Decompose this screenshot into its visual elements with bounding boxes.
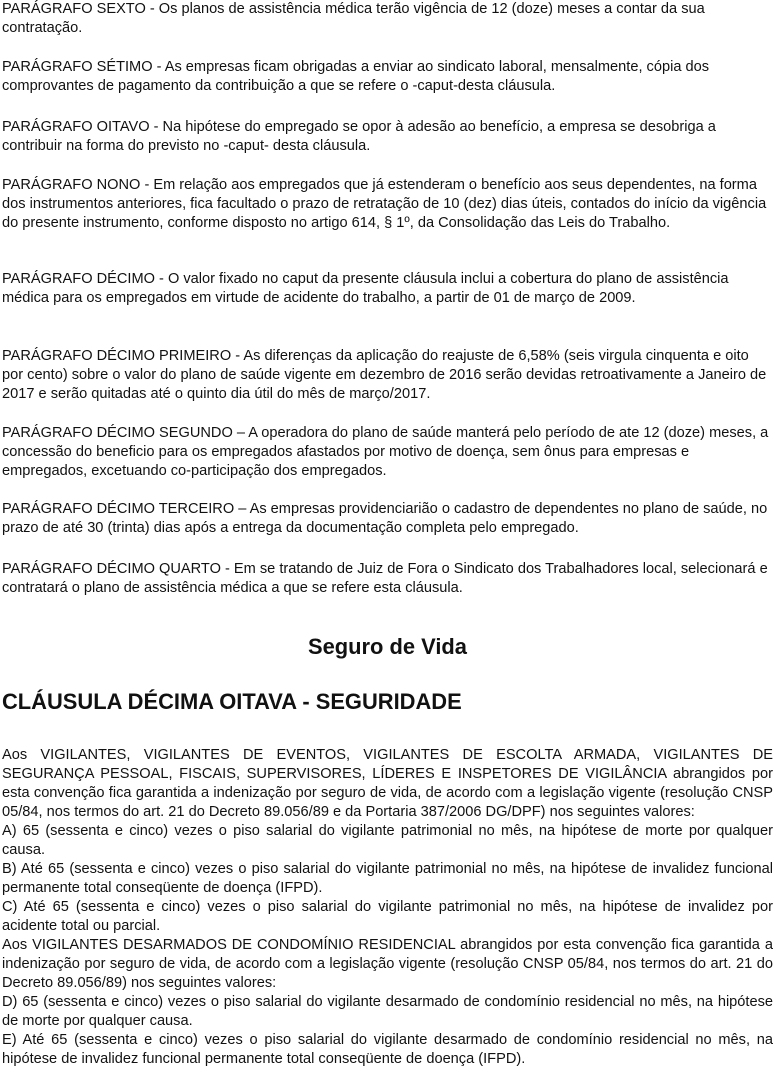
paragraph-sexto: PARÁGRAFO SEXTO - Os planos de assistência médica terão vigência de 12 (doze) meses a contar da sua contratação.	[2, 1, 705, 36]
paragraph-nono: PARÁGRAFO NONO - Em relação aos empregados que já estenderam o benefício aos seus dependentes, na forma dos instrumentos anteriores, fica facultado o prazo de retratação de 10 (dez) dias úteis, contados do início da vigência do presente instrumento, conforme disposto no artigo 614, § 1º, da Consolidação das Leis do Trabalho.	[2, 177, 767, 231]
clause-title: CLÁUSULA DÉCIMA OITAVA - SEGURIDADE	[2, 689, 462, 714]
section-title: Seguro de Vida	[308, 634, 467, 659]
clause-body	[2, 746, 773, 1069]
paragraph-oitavo: PARÁGRAFO OITAVO - Na hipótese do empregado se opor à adesão ao benefício, a empresa se desobriga a contribuir na forma do previsto no -caput- desta cláusula.	[2, 119, 716, 154]
paragraph-decimo-segundo: PARÁGRAFO DÉCIMO SEGUNDO – A operadora do plano de saúde manterá pelo período de ate 12 (doze) meses, a concessão do beneficio para os empregados afastados por motivo de doença, sem ônus para empresas e empregados, excetuando co-participação dos empregados.	[2, 425, 769, 479]
item-b: B) Até 65 (sessenta e cinco) vezes o piso salarial do vigilante patrimonial no mês, na hipótese de invalidez funcional permanente total conseqüente de doença (IFPD).	[2, 861, 773, 896]
clause-intro-desarmados: Aos VIGILANTES DESARMADOS DE CONDOMÍNIO RESIDENCIAL abrangidos por esta convenção fica garantida a indenização por seguro de vida, de acordo com a legislação vigente (resolução CNSP 05/84, nos termos do art. 21 do Decreto 89.056/89) nos seguintes valores:	[2, 937, 773, 991]
item-a: A) 65 (sessenta e cinco) vezes o piso salarial do vigilante patrimonial no mês, na hipótese de morte por qualquer causa.	[2, 823, 773, 858]
item-c: C) Até 65 (sessenta e cinco) vezes o piso salarial do vigilante patrimonial no mês, na hipótese de invalidez por acidente total ou parcial.	[2, 899, 773, 934]
paragraph-decimo-terceiro: PARÁGRAFO DÉCIMO TERCEIRO – As empresas providenciarião o cadastro de dependentes no plano de saúde, no prazo de até 30 (trinta) dias após a entrega da documentação completa pelo empregado.	[2, 501, 768, 536]
paragraph-decimo-primeiro: PARÁGRAFO DÉCIMO PRIMEIRO - As diferenças da aplicação do reajuste de 6,58% (seis virgula cinquenta e oito por cento) sobre o valor do plano de saúde vigente em dezembro de 2016 serão devidas retroativamente a Janeiro de 2017 e serão quitadas até o quinto dia útil do mês de março/2017.	[2, 348, 767, 402]
item-d: D) 65 (sessenta e cinco) vezes o piso salarial do vigilante desarmado de condomínio residencial no mês, na hipótese de morte por qualquer causa.	[2, 994, 773, 1029]
clause-intro-vigilantes: Aos VIGILANTES, VIGILANTES DE EVENTOS, VIGILANTES DE ESCOLTA ARMADA, VIGILANTES DE SEGURANÇA PESSOAL, FISCAIS, SUPERVISORES, LÍDERES E INSPETORES DE VIGILÂNCIA abrangidos por esta convenção fica garantida a indenização por seguro de vida, de acordo com a legislação vigente (resolução CNSP 05/84, nos termos do art. 21 do Decreto 89.056/89 e da Portaria 387/2006 DG/DPF) nos seguintes valores:	[2, 747, 773, 820]
paragraph-decimo-quarto: PARÁGRAFO DÉCIMO QUARTO - Em se tratando de Juiz de Fora o Sindicato dos Trabalhadores local, selecionará e contratará o plano de assistência médica a que se refere esta cláusula.	[2, 561, 768, 596]
paragraph-decimo: PARÁGRAFO DÉCIMO - O valor fixado no caput da presente cláusula inclui a cobertura do plano de assistência médica para os empregados em virtude de acidente do trabalho, a partir de 01 de março de 2009.	[2, 271, 729, 306]
item-e: E) Até 65 (sessenta e cinco) vezes o piso salarial do vigilante desarmado de condomínio residencial no mês, na hipótese de invalidez funcional permanente total conseqüente de doença (IFPD).	[2, 1032, 773, 1067]
paragraph-setimo: PARÁGRAFO SÉTIMO - As empresas ficam obrigadas a enviar ao sindicato laboral, mensalmente, cópia dos comprovantes de pagamento da contribuição a que se refere o -caput-desta cláusula.	[2, 59, 710, 94]
